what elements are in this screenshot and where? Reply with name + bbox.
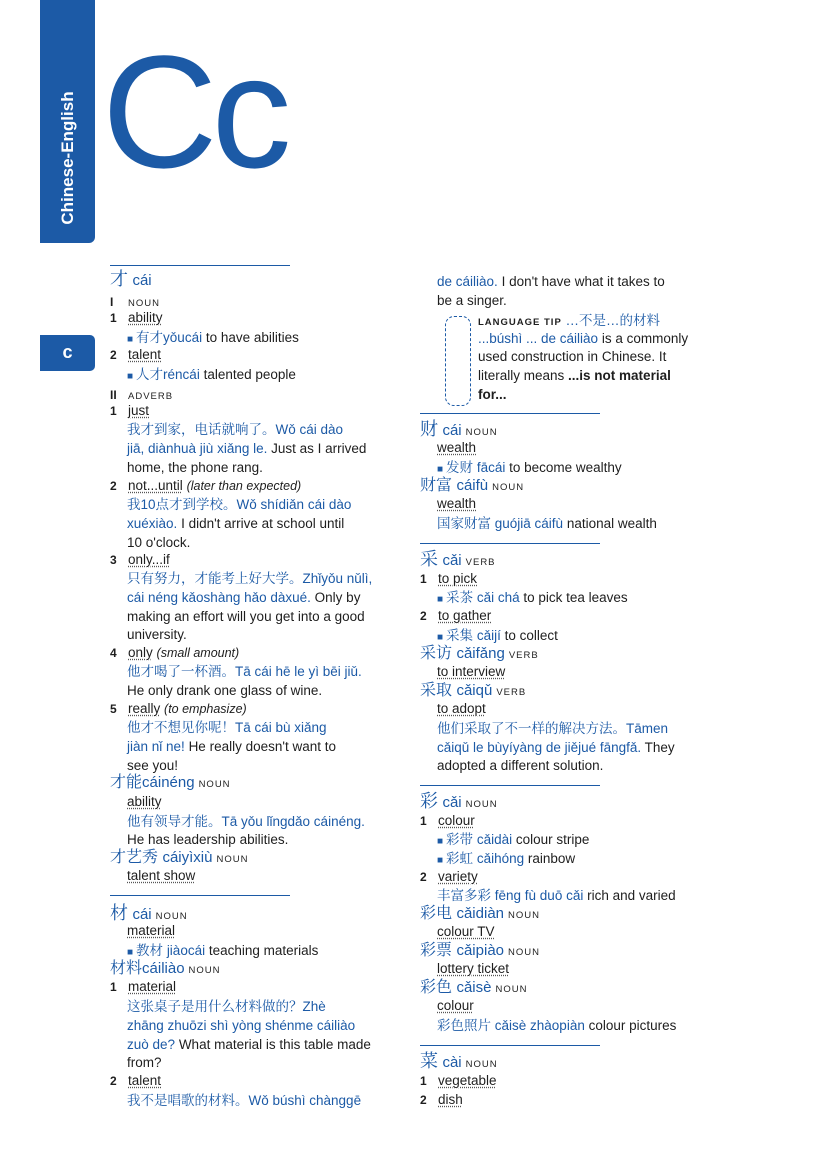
text: 他们采取了不一样的解决方法。 [437, 721, 626, 736]
example-line [420, 739, 815, 757]
sense [420, 700, 815, 718]
text: ability [127, 794, 162, 809]
side-label [54, 88, 82, 228]
example-line [110, 421, 410, 439]
text: adopted a different solution. [437, 758, 604, 773]
text: 1 [110, 311, 117, 325]
text: (small amount) [156, 646, 240, 660]
text: I don't have what it takes to [501, 274, 665, 289]
example-line [110, 1036, 410, 1054]
text: 财 [420, 419, 438, 439]
example-line [420, 292, 815, 310]
text: to interview [437, 664, 506, 679]
text: 我不是唱歌的材料。 [127, 1093, 249, 1108]
sense [110, 978, 410, 996]
text: colour stripe [515, 832, 590, 847]
sense [420, 1072, 815, 1090]
entry-caidian [420, 905, 815, 925]
example-line [110, 719, 410, 737]
entry-rule [420, 543, 600, 544]
text: VERB [508, 650, 539, 661]
text: talent [128, 347, 162, 362]
text: réncái [163, 367, 200, 382]
tip-line [420, 386, 815, 404]
text: He only drank one glass of wine. [127, 683, 323, 698]
side-tab [40, 0, 95, 243]
text: Zhǐyǒu nǔlì, [302, 571, 373, 586]
entry-rule [110, 265, 290, 266]
entry-cai [110, 270, 410, 290]
sense [110, 477, 410, 495]
example: ■ 采集 cǎijí to collect [437, 628, 558, 643]
text: talent show [127, 868, 196, 883]
entry-caipiao [420, 942, 815, 962]
text: 他才喝了一杯酒。 [127, 664, 235, 679]
sense [420, 812, 815, 830]
entry-rule [420, 413, 600, 414]
text: NOUN [465, 1059, 498, 1070]
example [420, 515, 815, 533]
text: lottery ticket [437, 961, 510, 976]
sense [110, 1072, 410, 1090]
text: Tā yǒu lǐngdǎo cáinéng. [221, 814, 365, 829]
text: home, the phone rang. [127, 460, 263, 475]
text: wealth [437, 496, 477, 511]
example-line [420, 720, 815, 738]
language-tip-header [420, 312, 815, 332]
text: material [128, 979, 177, 994]
example-line [110, 496, 410, 514]
sense [110, 867, 410, 885]
text: 财富 [420, 477, 453, 494]
sense [420, 960, 815, 978]
text: to adopt [437, 701, 486, 716]
text: 国家财富 [437, 516, 491, 531]
text: ability [128, 310, 163, 325]
text: colour TV [437, 924, 495, 939]
text: 我才到家，电话就响了。 [127, 422, 276, 437]
entry-caifang [420, 645, 815, 665]
text: cǎihóng [476, 851, 525, 866]
text: 4 [110, 646, 117, 660]
text: cǎi [442, 794, 462, 811]
text: xuéxiào. [127, 516, 178, 531]
text: 只有努力，才能考上好大学。 [127, 571, 303, 586]
text: jiàn nǐ ne! [127, 739, 185, 754]
text: cáiliào [142, 960, 185, 977]
tip-line [420, 348, 815, 366]
text: 有才 [136, 330, 164, 345]
text: 1 [420, 1074, 427, 1088]
entry-caifu [420, 477, 815, 497]
example-line [110, 459, 410, 477]
text: 采取 [420, 682, 453, 699]
text: 材料 [110, 960, 143, 977]
example-line [110, 738, 410, 756]
example: ■ 彩带 cǎidài colour stripe [437, 832, 590, 847]
text: NOUN [465, 799, 498, 810]
section-tab [40, 335, 95, 371]
section-letter: Cc [102, 22, 286, 201]
text: 这张桌子是用什么材料做的？ [127, 999, 303, 1014]
sense [110, 309, 410, 327]
entry-caise [420, 979, 815, 999]
text: NOUN [465, 427, 498, 438]
text: 2 [110, 1074, 117, 1088]
example [420, 887, 815, 905]
text: 彩 [420, 791, 438, 811]
text: Tā cái hē le yì bēi jiǔ. [235, 664, 362, 679]
text: NOUN [216, 854, 249, 865]
example-line [110, 998, 410, 1016]
sense [110, 793, 410, 811]
text: to collect [504, 628, 558, 643]
text: 人才 [136, 367, 164, 382]
text: cǎisè zhàopiàn [494, 1018, 585, 1033]
text: 1 [420, 572, 427, 586]
text: de cáiliào. [437, 274, 498, 289]
text: Wǒ cái dào [275, 422, 344, 437]
text: NOUN [155, 911, 188, 922]
entry-cailiao [110, 960, 410, 980]
text: 彩色照片 [437, 1018, 491, 1033]
text: 才能 [110, 774, 143, 791]
text: cái [132, 906, 152, 923]
side-label-text: Chinese-English [58, 91, 77, 225]
text: cǎifǎng [456, 645, 505, 662]
text: (later than expected) [186, 479, 302, 493]
example-line [110, 515, 410, 533]
text: talented people [203, 367, 296, 382]
text: NOUN [492, 482, 525, 493]
text: 他才不想见你呢！ [127, 720, 235, 735]
text: cǎi [442, 552, 462, 569]
text: 彩票 [420, 942, 453, 959]
text: cǎidài [476, 832, 513, 847]
text: 3 [110, 553, 117, 567]
text: NOUN [508, 910, 540, 921]
text: Only by [314, 590, 361, 605]
sense [110, 346, 410, 364]
text: making an effort will you get into a good [127, 609, 365, 624]
sense [420, 495, 815, 513]
tip-line [420, 330, 815, 348]
text: 2 [420, 1093, 427, 1107]
example-line [110, 1054, 410, 1072]
text: cài [442, 1054, 462, 1071]
text: 1 [110, 404, 117, 418]
text: just [128, 403, 150, 418]
text: to pick [438, 571, 478, 586]
example-line [420, 273, 815, 291]
text: cái [132, 272, 152, 289]
text: I [110, 295, 114, 309]
text: Tāmen [626, 721, 669, 736]
tip-line [420, 367, 815, 385]
sense [110, 922, 410, 940]
text: He has leadership abilities. [127, 832, 289, 847]
text: for... [478, 387, 507, 402]
entry-caiyixiu [110, 849, 410, 869]
text: to have abilities [205, 330, 299, 345]
text: talent [128, 1073, 162, 1088]
text: 才 [110, 269, 128, 289]
text: cǎiqǔ le bùyíyàng de jiějué fāngfǎ. [437, 740, 642, 755]
text: not...until [128, 478, 183, 493]
text: colour [438, 813, 475, 828]
text: to pick tea leaves [523, 590, 628, 605]
text: is a commonly [601, 331, 689, 346]
text: I didn't arrive at school until [181, 516, 345, 531]
text: zuò de? [127, 1037, 176, 1052]
sense [110, 551, 410, 569]
text: really [128, 701, 161, 716]
text: ...is not material [568, 368, 671, 383]
sense [110, 644, 410, 662]
text: cáifù [456, 477, 489, 494]
text: rainbow [527, 851, 576, 866]
text: ...búshì ... de cáiliào [478, 331, 599, 346]
text: Tā cái bù xiǎng [235, 720, 327, 735]
text: colour pictures [588, 1018, 677, 1033]
example-line [110, 663, 410, 681]
entry-cai-vegetable [420, 1052, 815, 1074]
text: 1 [420, 814, 427, 828]
text: jiā, diànhuà jiù xiǎng le. [127, 441, 268, 456]
text: 采茶 [446, 590, 474, 605]
text: colour [437, 998, 474, 1013]
example-line [110, 608, 410, 626]
text: 1 [110, 980, 117, 994]
text: 菜 [420, 1051, 438, 1071]
text: LANGUAGE TIP [478, 317, 562, 328]
text: 采集 [446, 628, 474, 643]
example-line [110, 682, 410, 700]
text: only [128, 645, 153, 660]
text: 发财 [446, 460, 474, 475]
text: VERB [465, 557, 496, 568]
text: He really doesn't want to [188, 739, 336, 754]
text: …不是…的材料 [565, 313, 661, 328]
text: from? [127, 1055, 162, 1070]
sense [420, 570, 815, 588]
example: ■ 教材 jiàocái teaching materials [127, 943, 319, 958]
text: Wǒ búshì chànggē [248, 1093, 362, 1108]
text: 教材 [136, 943, 164, 958]
text: 10 o'clock. [127, 535, 191, 550]
text: Zhè [302, 999, 326, 1014]
text: 彩色 [420, 979, 453, 996]
text: NOUN [128, 298, 160, 309]
text: Wǒ shídiǎn cái dào [236, 497, 352, 512]
text: 彩虹 [446, 851, 474, 866]
text: NOUN [188, 965, 221, 976]
text: teaching materials [208, 943, 319, 958]
text: cǎi chá [476, 590, 520, 605]
text: II [110, 388, 117, 402]
example-line [110, 831, 410, 849]
text: cǎijí [476, 628, 501, 643]
text: (to emphasize) [164, 702, 247, 716]
text: zhāng zhuōzi shì yòng shénme cáiliào [127, 1018, 356, 1033]
example-line [110, 440, 410, 458]
text: wealth [437, 440, 477, 455]
text: 他有领导才能。 [127, 814, 222, 829]
text: guójiā cáifù [494, 516, 564, 531]
example-line [110, 1092, 410, 1110]
text: cái néng kǎoshàng hǎo dàxué. [127, 590, 311, 605]
example-line [110, 570, 410, 588]
text: cǎisè [456, 979, 492, 996]
text: cáinéng [142, 774, 195, 791]
example: ■ 有才yǒucái to have abilities [127, 330, 299, 345]
text: NOUN [198, 779, 231, 790]
text: 采访 [420, 645, 453, 662]
example: ■ 人才réncái talented people [127, 367, 296, 382]
entry-rule [420, 785, 600, 786]
example-line [110, 534, 410, 552]
text: 2 [420, 609, 427, 623]
example-line [110, 813, 410, 831]
text: 采 [420, 549, 438, 569]
sense [420, 923, 815, 941]
example-line [110, 1017, 410, 1035]
text: literally means [478, 368, 565, 383]
language-tip-box [445, 316, 471, 406]
entry-rule [110, 895, 290, 896]
text: 2 [110, 479, 117, 493]
text: 彩电 [420, 905, 453, 922]
text: 才艺秀 [110, 849, 159, 866]
text: cǎidiàn [456, 905, 505, 922]
text: They [644, 740, 675, 755]
text: university. [127, 627, 187, 642]
sense [420, 1091, 815, 1109]
example-line [110, 589, 410, 607]
text: cáiyìxiù [162, 849, 213, 866]
text: NOUN [495, 984, 528, 995]
example-line [110, 757, 410, 775]
section-tab-label: c [62, 342, 73, 362]
text: dish [438, 1092, 463, 1107]
sense [420, 997, 815, 1015]
text: be a singer. [437, 293, 507, 308]
text: see you! [127, 758, 179, 773]
entry-cai-pick [420, 550, 815, 572]
text: jiàocái [166, 943, 206, 958]
text: ADVERB [128, 391, 174, 402]
sense [420, 607, 815, 625]
sense [110, 402, 410, 420]
text: cǎiqǔ [456, 682, 493, 699]
entry-rule [420, 1045, 600, 1046]
text: used construction in Chinese. It [478, 349, 667, 364]
example: ■ 彩虹 cǎihóng rainbow [437, 851, 576, 866]
left-column [110, 0, 410, 1152]
text: variety [438, 869, 478, 884]
text: NOUN [508, 947, 540, 958]
sense [110, 700, 410, 718]
entry-caiqu [420, 682, 815, 702]
text: 2 [420, 870, 427, 884]
text: fācái [476, 460, 506, 475]
example-line [110, 626, 410, 644]
text: national wealth [566, 516, 657, 531]
text: 5 [110, 702, 117, 716]
text: cái [442, 422, 462, 439]
text: to become wealthy [509, 460, 622, 475]
example [420, 1017, 815, 1035]
text: only...if [128, 552, 170, 567]
example: ■ 采茶 cǎi chá to pick tea leaves [437, 590, 628, 605]
text: cǎipiào [456, 942, 505, 959]
text: 彩带 [446, 832, 474, 847]
text: 我10点才到学校。 [127, 497, 237, 512]
text: Just as I arrived [271, 441, 367, 456]
text: to gather [438, 608, 492, 623]
sense [420, 868, 815, 886]
text: 2 [110, 348, 117, 362]
example-line [420, 757, 815, 775]
right-column [420, 0, 815, 1152]
text: 丰富多彩 [437, 888, 491, 903]
example: ■ 发财 fācái to become wealthy [437, 460, 622, 475]
text: fēng fù duō cǎi [494, 888, 584, 903]
entry-caineng [110, 774, 410, 794]
text: 材 [110, 903, 128, 923]
text: material [127, 923, 176, 938]
text: What material is this table made [178, 1037, 371, 1052]
sense [420, 439, 815, 457]
text: rich and varied [587, 888, 676, 903]
text: yǒucái [163, 330, 203, 345]
text: VERB [496, 687, 527, 698]
entry-cai-colour [420, 792, 815, 814]
text: vegetable [438, 1073, 497, 1088]
sense [420, 663, 815, 681]
